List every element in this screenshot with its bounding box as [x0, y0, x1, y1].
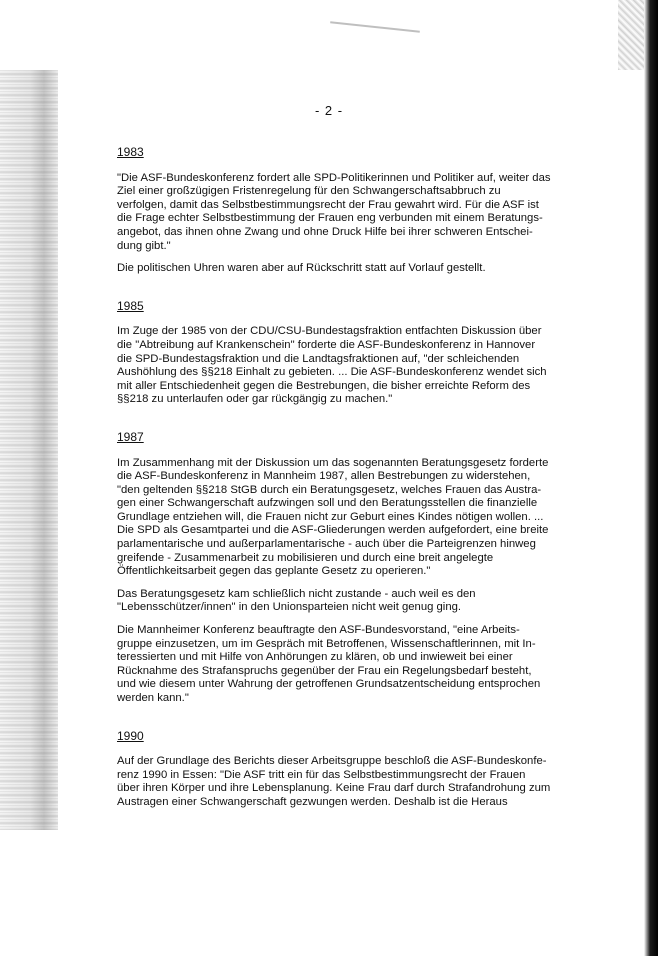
- paragraph: Die Mannheimer Konferenz beauftragte den ASF-Bundesvorstand, "eine Arbeits-gruppe einzusetzen, um im Gespräch mit Betroffenen, Wissenschaftlerinnen, mit In-teressierten und mit Hilfe von Anhörungen zu klären, ob und inwieweit bei einer Rücknahme des Strafanspruchs gegenüber der Frau ein Regelungsbedarf besteht, und wie diesem unter Wahrung der getroffenen Grundsatzentscheidung entsprochen werden kann.": [117, 624, 541, 704]
- paragraph: "Die ASF-Bundeskonferenz fordert alle SPD-Politikerinnen und Politiker auf, weiter das Ziel einer großzügigen Fristenregelung für den Schwangerschaftsabbruch zu verfolgen, damit das Selbstbestimmungsrecht der Frau gewahrt wird. Für die ASF ist die Frage echter Selbstbestimmung der Frauen eng verbunden mit einem Beratungs-angebot, das ihnen ohne Zwang und ohne Druck Hilfe bei ihrer schweren Entschei-dung gibt.": [117, 171, 551, 252]
- section-year-heading: 1987: [117, 429, 144, 444]
- section-year-heading: 1985: [117, 298, 144, 313]
- paragraph: Das Beratungsgesetz kam schließlich nicht zustande - auch weil es den "Lebensschützer/innen" in den Unionsparteien nicht weit genug ging.: [117, 587, 476, 614]
- section-1983: [117, 146, 551, 276]
- paragraph: Im Zusammenhang mit der Diskussion um das sogenannten Beratungsgesetz forderte die ASF-Bundeskonferenz in Mannheim 1987, allen Bestrebungen zu widerstehen, "den geltenden §§218 StGB durch ein Beratungsgesetz, welches Frauen das Austra-gen einer Schwangerschaft aufzwingen soll und den Beratungsstellen die finanzielle Grundlage entziehen will, die Frauen nicht zur Geburt eines Kindes nötigen wollen. ... Die SPD als Gesamtpartei und die ASF-Gliederungen werden aufgefordert, eine breite parlamentarische und außerparlamentarische - auch über die Parteigrenzen hinweg greifende - Zusammenarbeit zu mobilisieren und durch eine breit angelegte Öffentlichkeitsarbeit gegen das geplante Gesetz zu operieren.": [117, 456, 549, 578]
- section-year-heading: 1983: [117, 145, 144, 159]
- paragraph: Die politischen Uhren waren aber auf Rückschritt statt auf Vorlauf gestellt.: [117, 262, 486, 275]
- section-1990: [117, 730, 551, 810]
- page-number: - 2 -: [314, 103, 344, 118]
- paragraph: Auf der Grundlage des Berichts dieser Arbeitsgruppe beschloß die ASF-Bundeskonfe-renz 1990 in Essen: "Die ASF tritt ein für das Selbstbestimmungsrecht der Frauen über ihren Körper und ihre Lebensplanung. Keine Frau darf durch Strafandrohung zum Austragen einer Schwangerschaft gezwungen werden. Deshalb ist die Heraus: [117, 755, 551, 808]
- section-year-heading: 1990: [117, 728, 144, 743]
- scan-stray-mark: [330, 21, 420, 32]
- section-1985: [117, 300, 551, 407]
- paragraph: Im Zuge der 1985 von der CDU/CSU-Bundestagsfraktion entfachten Diskussion über die "Abtreibung auf Krankenschein" forderte die ASF-Bundeskonferenz in Hannover die SPD-Bundestagsfraktion und die Landtagsfraktionen auf, "der schleichenden Aushöhlung des §§218 Einhalt zu gebieten. ... Die ASF-Bundeskonferenz wendet sich mit aller Entschiedenheit gegen die Bestrebungen, die bisher erreichte Reform des §§218 zu unterlaufen oder gar rückgängig zu machen.": [117, 325, 547, 406]
- scan-shadow-left: [0, 70, 58, 830]
- document-body: [117, 146, 551, 819]
- scan-border-right: [644, 0, 658, 956]
- section-1987: [117, 431, 551, 706]
